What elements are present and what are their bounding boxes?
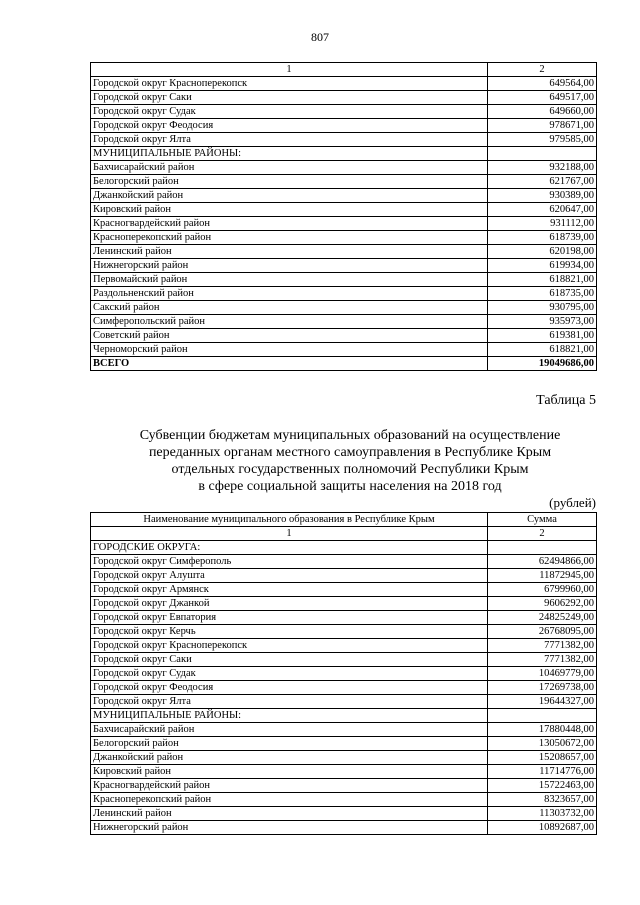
row-name: Городской округ Красноперекопск [91,77,488,91]
table-row [91,597,597,611]
row-value: 19644327,00 [488,695,597,709]
row-value: 978671,00 [488,119,597,133]
row-value: 11872945,00 [488,569,597,583]
row-name: Бахчисарайский район [91,161,488,175]
row-value: 9606292,00 [488,597,597,611]
row-value: 10892687,00 [488,821,597,835]
header-sum: Сумма [488,513,597,527]
table-row [91,147,597,161]
table-row [91,133,597,147]
column-number-row [91,527,597,541]
row-name: Красногвардейский район [91,217,488,231]
row-value: 649660,00 [488,105,597,119]
row-name: МУНИЦИПАЛЬНЫЕ РАЙОНЫ: [91,147,488,161]
table-row [91,695,597,709]
row-value: 618735,00 [488,287,597,301]
table-row [91,301,597,315]
column-number-2: 2 [488,527,597,541]
column-number-1: 1 [91,527,488,541]
table-row [91,639,597,653]
row-value: 649517,00 [488,91,597,105]
row-name: Городской округ Ялта [91,695,488,709]
table-row [91,541,597,555]
row-name: Кировский район [91,765,488,779]
title-line: переданных органам местного самоуправления в Республике Крым [148,445,552,460]
row-name: Сакский район [91,301,488,315]
row-name: Городской округ Симферополь [91,555,488,569]
row-name: Красноперекопский район [91,231,488,245]
row-value: 17880448,00 [488,723,597,737]
table-row [91,91,597,105]
table-row [91,231,597,245]
row-name: Городской округ Алушта [91,569,488,583]
row-name: Городской округ Красноперекопск [91,639,488,653]
row-value [488,709,597,723]
row-name: Городской округ Саки [91,653,488,667]
table-row [91,611,597,625]
row-value: 17269738,00 [488,681,597,695]
table-row [91,807,597,821]
table-row [91,653,597,667]
table-row [91,119,597,133]
row-name: Симферопольский район [91,315,488,329]
table-row [91,793,597,807]
total-label: ВСЕГО [91,357,488,371]
row-name: Ленинский район [91,807,488,821]
row-value: 618821,00 [488,273,597,287]
row-value: 932188,00 [488,161,597,175]
row-value: 7771382,00 [488,639,597,653]
row-name: Красногвардейский район [91,779,488,793]
column-number-row [91,63,597,77]
row-name: Городской округ Саки [91,91,488,105]
row-name: Городской округ Евпатория [91,611,488,625]
title-line: Субвенции бюджетам муниципальных образований на осуществление [139,428,561,443]
table-label: Таблица 5 [536,393,596,408]
title-line: отдельных государственных полномочий Республики Крым [171,462,529,477]
table-row [91,625,597,639]
row-value: 11714776,00 [488,765,597,779]
row-value: 6799960,00 [488,583,597,597]
row-name: Городской округ Армянск [91,583,488,597]
table-row [91,723,597,737]
header-name: Наименование муниципального образования в Республике Крым [91,513,488,527]
row-value: 621767,00 [488,175,597,189]
row-name: Городской округ Феодосия [91,119,488,133]
row-name: Джанкойский район [91,751,488,765]
table-row [91,315,597,329]
row-name: Белогорский район [91,175,488,189]
row-value: 619934,00 [488,259,597,273]
row-name: Городской округ Керчь [91,625,488,639]
row-value: 930795,00 [488,301,597,315]
table-row [91,821,597,835]
row-value: 13050672,00 [488,737,597,751]
table-row [91,667,597,681]
total-row [91,357,597,371]
table-row [91,259,597,273]
table-row [91,751,597,765]
table-row [91,203,597,217]
row-name: Ленинский район [91,245,488,259]
row-value: 15208657,00 [488,751,597,765]
row-value: 619381,00 [488,329,597,343]
row-value: 26768095,00 [488,625,597,639]
row-name: Кировский район [91,203,488,217]
table-row [91,105,597,119]
title-line: в сфере социальной защиты населения на 2018 год [198,479,502,494]
row-value: 930389,00 [488,189,597,203]
table-row [91,175,597,189]
row-value: 620647,00 [488,203,597,217]
row-name: Нижнегорский район [91,259,488,273]
table-row [91,77,597,91]
row-value: 15722463,00 [488,779,597,793]
row-value: 10469779,00 [488,667,597,681]
total-value: 19049686,00 [488,357,597,371]
row-value: 979585,00 [488,133,597,147]
table-row [91,217,597,231]
row-name: Черноморский район [91,343,488,357]
table-row [91,161,597,175]
row-name: Советский район [91,329,488,343]
row-value: 62494866,00 [488,555,597,569]
column-number-1: 1 [91,63,488,77]
table-title [60,427,640,495]
table-row [91,583,597,597]
table-body [91,77,597,357]
table-body [91,541,597,835]
table-row [91,287,597,301]
row-value: 7771382,00 [488,653,597,667]
row-value [488,147,597,161]
table-row [91,681,597,695]
row-value: 618821,00 [488,343,597,357]
row-name: Городской округ Судак [91,667,488,681]
table-row [91,737,597,751]
row-name: Джанкойский район [91,189,488,203]
row-name: Белогорский район [91,737,488,751]
row-name: Первомайский район [91,273,488,287]
page-number: 807 [311,30,329,44]
table-row [91,709,597,723]
table-row [91,245,597,259]
row-value [488,541,597,555]
row-name: Городской округ Джанкой [91,597,488,611]
table-row [91,569,597,583]
row-value: 11303732,00 [488,807,597,821]
header-row [91,513,597,527]
row-name: Нижнегорский район [91,821,488,835]
units-label: (рублей) [549,495,596,510]
row-name: Раздольненский район [91,287,488,301]
table-row [91,329,597,343]
subsidy-table-top [90,62,597,371]
table-row [91,765,597,779]
row-name: Бахчисарайский район [91,723,488,737]
row-name: Городской округ Феодосия [91,681,488,695]
row-value: 935973,00 [488,315,597,329]
row-value: 649564,00 [488,77,597,91]
column-number-2: 2 [488,63,597,77]
subsidy-table-bottom [90,512,597,835]
row-value: 620198,00 [488,245,597,259]
row-value: 931112,00 [488,217,597,231]
row-value: 24825249,00 [488,611,597,625]
row-name: МУНИЦИПАЛЬНЫЕ РАЙОНЫ: [91,709,488,723]
table-row [91,343,597,357]
row-name: Городской округ Судак [91,105,488,119]
row-value: 618739,00 [488,231,597,245]
table-row [91,189,597,203]
row-name: Городской округ Ялта [91,133,488,147]
table-row [91,555,597,569]
row-value: 8323657,00 [488,793,597,807]
table-row [91,779,597,793]
row-name: Красноперекопский район [91,793,488,807]
row-name: ГОРОДСКИЕ ОКРУГА: [91,541,488,555]
table-row [91,273,597,287]
